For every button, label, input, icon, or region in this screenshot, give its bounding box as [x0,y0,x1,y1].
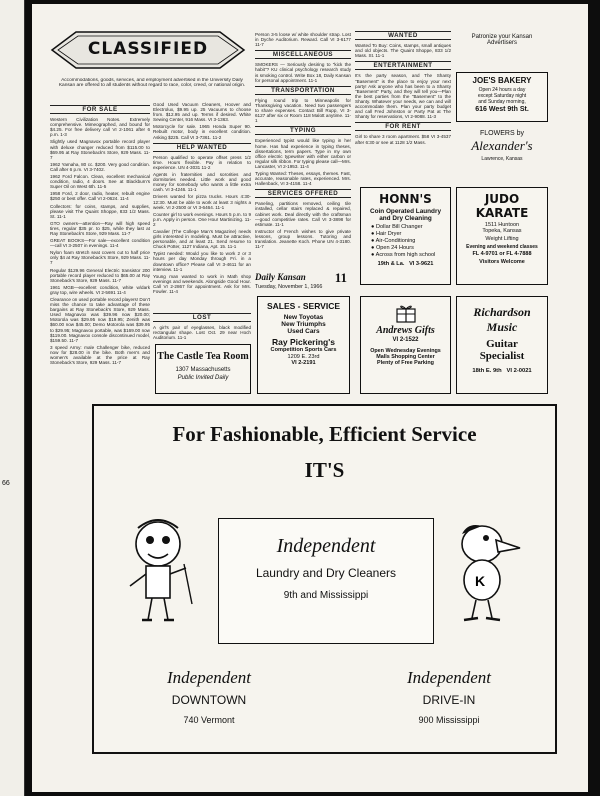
ad-item: Motorcycle for sale. 1965 Honda Super 90. Rebuilt motor, body in excellent condition. Asking $225. Call VI 3-7361. 11-2 [153,124,251,140]
andrews-name: Andrews Gifts [376,325,435,336]
ad-item: Instructor of French wishes to give private lessons, group lessons. Tutoring and translation. Jeanette Koch. Phone UN 4-3180. 11-7 [255,228,351,250]
sales-title: SALES - SERVICE [266,301,341,311]
big-ad-its: IT'S [304,458,345,482]
mascot-left-icon [122,514,194,626]
ad-item: 1961 MGB—excellent condition, white w/dark gray top, wire wheels. VI 2-5691 11-4 [50,284,150,295]
joes-name: JOE'S BAKERY [472,76,532,85]
ad-item: 1962 Yamaha, 80 cc. $200. Very good condition. Call after 6 p.m. VI 3-7402. [50,161,150,172]
joes-line1: Open 24 hours a day [478,87,526,93]
independent-cleaners-ad [92,404,557,754]
ad-item: It's the party season, and The Shanty "Basement" is the place to enjoy your next party! Ask anyone who has been to a Shanty "Basement" Party, and they will tell you—Plan the best parties from the "Basement" to the Shanty. Whatever your needs, we can and will accommodate them. Plan your party budget and call Fred Johnston or Party Pat at The Shanty for reservations, VI 2-9088. 11-3 [355,73,451,120]
big-ad-brand: Independent [276,535,376,557]
honns-feature: ● Open 24 Hours [371,245,414,251]
sales-address: 1209 E. 23rd [287,354,320,360]
adjacent-page-strip [0,0,25,796]
sales-line3: Used Cars [287,328,320,335]
section-header-miscellaneous: MISCELLANEOUS [255,50,351,59]
judo-phones: FL 4-9701 or FL 4-7888 [472,251,532,257]
ad-item: Counter girl to work evenings. Hours 5 p.m. to 9 p.m. Apply in person. One Hour Martinizing. 11-2 [153,211,251,227]
big-ad-center-panel [218,518,434,644]
richardson-music-ad [456,296,548,394]
svg-text:K: K [475,573,486,589]
ad-item: Wanted To Buy: Coins, stamps, small antiques and old objects. The Quaint Shoppe, 833 1/2 Mass. St. 11-1 [355,43,451,59]
judo-karate-ad [456,187,548,285]
honns-feature: ● Dollar Bill Changer [371,224,423,230]
joes-address: 616 West 9th St. [475,106,529,113]
dateline-paper: Daily Kansan [255,272,306,282]
column-help-wanted [153,102,251,342]
judo-address: 1511 Huntoon [484,222,520,228]
ad-item: 1958 Ford, 2 door, radio, heater, rebuilt engine $250 or best offer. Call VI 2-0624. 11-4 [50,191,150,202]
judo-classes: Evening and weekend classes [466,244,538,250]
column-for-sale [50,102,150,424]
joes-line2: except Saturday night [477,93,527,99]
store-drive-in-name: DRIVE-IN [422,693,476,707]
store-downtown-name: DOWNTOWN [171,693,247,707]
section-header-for-rent: FOR RENT [355,122,451,131]
column-wanted [355,28,451,188]
ad-item: Western Civilization Notes. Extremely comprehensive. Mimeographed, and bound for $4.25. For free delivery call VI 2-1061 after 6 p.m. 1-3 [50,117,150,138]
joes-bakery-ad [456,72,548,122]
ad-item: 1962 Ford Falcon. Clean, excellent mechanical condition, radio, 4 doors. See at Blackburn's Super Oil on West 6th. 11-5 [50,174,150,190]
section-header-wanted: WANTED [355,31,451,40]
section-header-help-wanted: HELP WANTED [153,143,251,152]
judo-visitors: Visitors Welcome [479,259,525,265]
ad-item: Clearance on used portable record players! Don't miss the chance to take advantage of these bargains at Ray Stoneback's Store, 929 Mass. Used Magnavox was $39.96 now $20.00; Motorola was $29.95 now $19.95; Zenith was $60.00 now $45.00; Demo Motorola was $39.95 to $29.95; Magnavox portable, was $169.00 now $119.00. Magnavox console discontinued model, $159.50. 11-7 [50,297,150,343]
honns-feature: ● Across from high school [371,252,436,258]
ad-item: Flying round trip to Minneapolis for Thanksgiving vacation. Need two passengers to share expenses. Contact Bill Rupp, VI 3-6127 after six or Room 118 Malott anytime. 11-1 [255,97,351,124]
honns-feature: ● Air-Conditioning [371,238,416,244]
store-drive-in-address: 900 Mississippi [418,715,480,725]
classified-masthead [48,28,248,72]
honns-feature: ● Hair Dryer [371,231,402,237]
intro-text: Accommodations, goods, services, and employment advertised in the University Daily Kansan are offered to all students without regard to race, color, creed, or national origin. [58,78,246,89]
dateline-date: Tuesday, November 1, 1966 [255,284,323,290]
tearoom-address: 1307 Massachusetts [175,367,231,373]
honns-laundry-ad [360,187,451,285]
jayhawk-mascot-icon [446,518,522,628]
ad-item: Good Used Vacuum Cleaners, Hoover and Electrolux, $9.95 up. 25 Vacuums to choose from. $12.95 and up. Terms if desired. White Sewing Center, 916 Mass. VI 3-1363. [153,102,251,123]
store-drive-in [374,668,524,725]
joes-line3: and Sunday morning, [478,99,526,105]
flowers-name: Alexander's [471,138,533,153]
tearoom-name: The Castle Tea Room [157,351,249,362]
ad-item: Paneling, partitions removed, ceiling tile installed, cellar stairs replaced & repaired, cabinet work. Deal directly with the craftsman—good competitive rates. Call VI 3-3898 for estimate. 11-1 [255,201,351,227]
big-ad-location: 9th and Mississippi [283,590,369,601]
sales-service-ad [257,296,350,394]
store-downtown-address: 740 Vermont [183,715,235,725]
richardson-line2: Specialist [479,350,525,362]
ad-item: Young man wanted to work in Math shop evenings and weekends. Alongside Good Hour. Call VI 2-2867 for appointment. Ask for Mrs. Fowler. 11-4 [153,273,251,294]
masthead-title: CLASSIFIED [87,39,209,59]
ad-item: Collectors: for coins, stamps, and supplies, please visit The Quaint Shoppe, 833 1/2 Mass. St. 11-1 [50,203,150,219]
honns-name: HONN'S [379,192,432,206]
patronize-note: Patronize your Kansan Advertisers [471,34,533,46]
sales-name: Ray Pickering's [272,337,335,347]
big-ad-headline: For Fashionable, Efficient Service [172,422,477,446]
dateline [255,272,351,292]
ad-item: Drivers wanted for pizza trucks. Hours 4:30-12:30. Must be able to work at least 3 nights a week. VI 2-2500 or VI 3-6464. 11-1 [153,194,251,210]
honns-contact: 19th & La. VI 3-9621 [377,261,434,267]
judo-weights: Weight Lifting [485,236,519,242]
sales-line5: Competition Sports Cars [270,347,337,353]
judo-title: JUDO [484,192,520,206]
honns-tagline: Coin Operated Laundry and Dry Cleaning [369,208,441,222]
ad-item: Girl to share 3 room apartment. $58 VI 3-4537 after 6:30 or see at 1128 1/2 Mass. [355,134,451,145]
store-downtown-brand: Independent [166,668,252,687]
ad-item: GREAT BOOKS—For sale—excellent condition—call VI 3-2507 in evenings. 11-4 [50,238,150,249]
ad-item: Person qualified to operate offset press 1/2 time. Hours flexible. Pay in relation to experience. UN 4-3031 11-2 [153,154,251,170]
section-header-typing: TYPING [255,126,351,135]
column-lost [153,310,251,342]
richardson-contact: 18th E. 9th VI 2-0021 [472,368,532,374]
ad-item: Typist needed: Would you like to work 2 or 3 hours per day Monday through Fri. in a downtown office? Please call VI 3-4611 for an interview. 11-1 [153,251,251,272]
ad-item: Experienced typist would like typing in her home. Has had experience in typing theses, dissertations, term papers. Type in my own office electric typewriter with either carbon or regular silk ribbon. For typing please call—Mrs. Lancaster, VI 2-1953. 11-4 [255,138,351,169]
ad-item: Cavalier (The College Man's Magazine) needs girls interested in modeling. Must be attractive, personable, and at least 21. Send resume to Chuck Potter, 1127 Indiana, Apt. 15. 11-1 [153,228,251,250]
richardson-name: Richardson [473,305,531,319]
store-drive-in-brand: Independent [406,668,492,687]
section-header-transportation: TRANSPORTATION [255,86,351,95]
section-header-services-offered: SERVICES OFFERED [255,189,351,198]
honns-features [361,224,450,259]
section-header-entertainment: ENTERTAINMENT [355,61,451,70]
ad-item: GTO owners—attention—Ray will high speed tires, regular $35 pr. to $25, while they last at Ray Stoneback's Store, 929 Mass. 11-7 [50,220,150,236]
store-downtown [134,668,284,725]
ad-item: Nylon foam stretch seat covers cut to half price only $4 at Ray Stoneback's Store, 929 Mass. 11-7 [50,250,150,266]
section-header-lost: LOST [153,313,251,322]
ad-item: 3 speed Army: male Challenger bike, reduced now for $28.00 in the bike. Both men's and women's available at the price at Ray Stoneback's Store, 929 Mass. 11-7 [50,344,150,366]
ad-item: A girl's pair of eyeglasses, black modified rectangular shape. Lost Oct. 29 near Hoch Auditorium. 11-1 [153,325,251,341]
andrews-line1: Open Wednesday Evenings [370,348,441,354]
dateline-page: 11 [334,270,347,285]
andrews-gifts-ad [360,296,451,394]
ad-item: SMOKERS — Seriously desiring to "kick the habit"? KU clinical psychology research study is smoking control. Write Box 18, Daily Kansan for personal appointment. 11-1 [255,62,351,83]
andrews-line2: Malls Shopping Center [376,354,435,360]
sales-line1: New Toyotas [283,314,324,321]
section-header-for-sale: FOR SALE [50,105,150,114]
ad-item: Person 3-5 loose w/ white shoulder strap. Lost in Dyche Auditorium. Reward. Call VI 3-6177 11-7 [255,32,351,48]
ad-item: Typing Wanted: Theses, essays, themes. Fast, accurate, reasonable rates, experienced. Mrs. Hallenback, VI 3-4158. 11-4 [255,170,351,187]
tearoom-note: Public Invited Daily [177,375,229,381]
richardson-line1: Guitar [486,338,518,350]
ad-item: Regular $129.96 General Electric transistor 200 portable record player reduced to $65.00 at Ray Stoneback's Store, 929 Mass. 11-7 [50,267,150,283]
flowers-city: Lawrence, Kansas [481,156,523,162]
andrews-phone: VI 2-1522 [392,337,419,343]
andrews-line3: Plenty of Free Parking [377,360,434,366]
adjacent-page-number: 66 [2,480,10,487]
ad-item: Slightly used Magnavox portable record player with deluxe changer reduced from $115.00 to $69.95 at Ray Stoneback's Store, 929 Mass. 11-7 [50,139,150,160]
sales-line2: New Triumphs [281,321,326,328]
sales-phone: VI 2-2191 [291,360,316,366]
column-services [255,32,351,272]
karate-title: KARATE [475,206,529,220]
judo-city: Topeka, Kansas [482,228,522,234]
richardson-music: Music [486,320,518,334]
tearoom-ad [155,344,251,394]
flowers-ad [456,130,548,162]
flowers-by: FLOWERS by [480,130,524,137]
ad-item: Agents in fraternities and sororities and dormitories needed. Little work and good money for somebody who wants a little extra cash. VI 3-4246. 11-1 [153,172,251,193]
big-ad-services: Laundry and Dry Cleaners [255,566,397,580]
gift-icon [394,301,418,323]
